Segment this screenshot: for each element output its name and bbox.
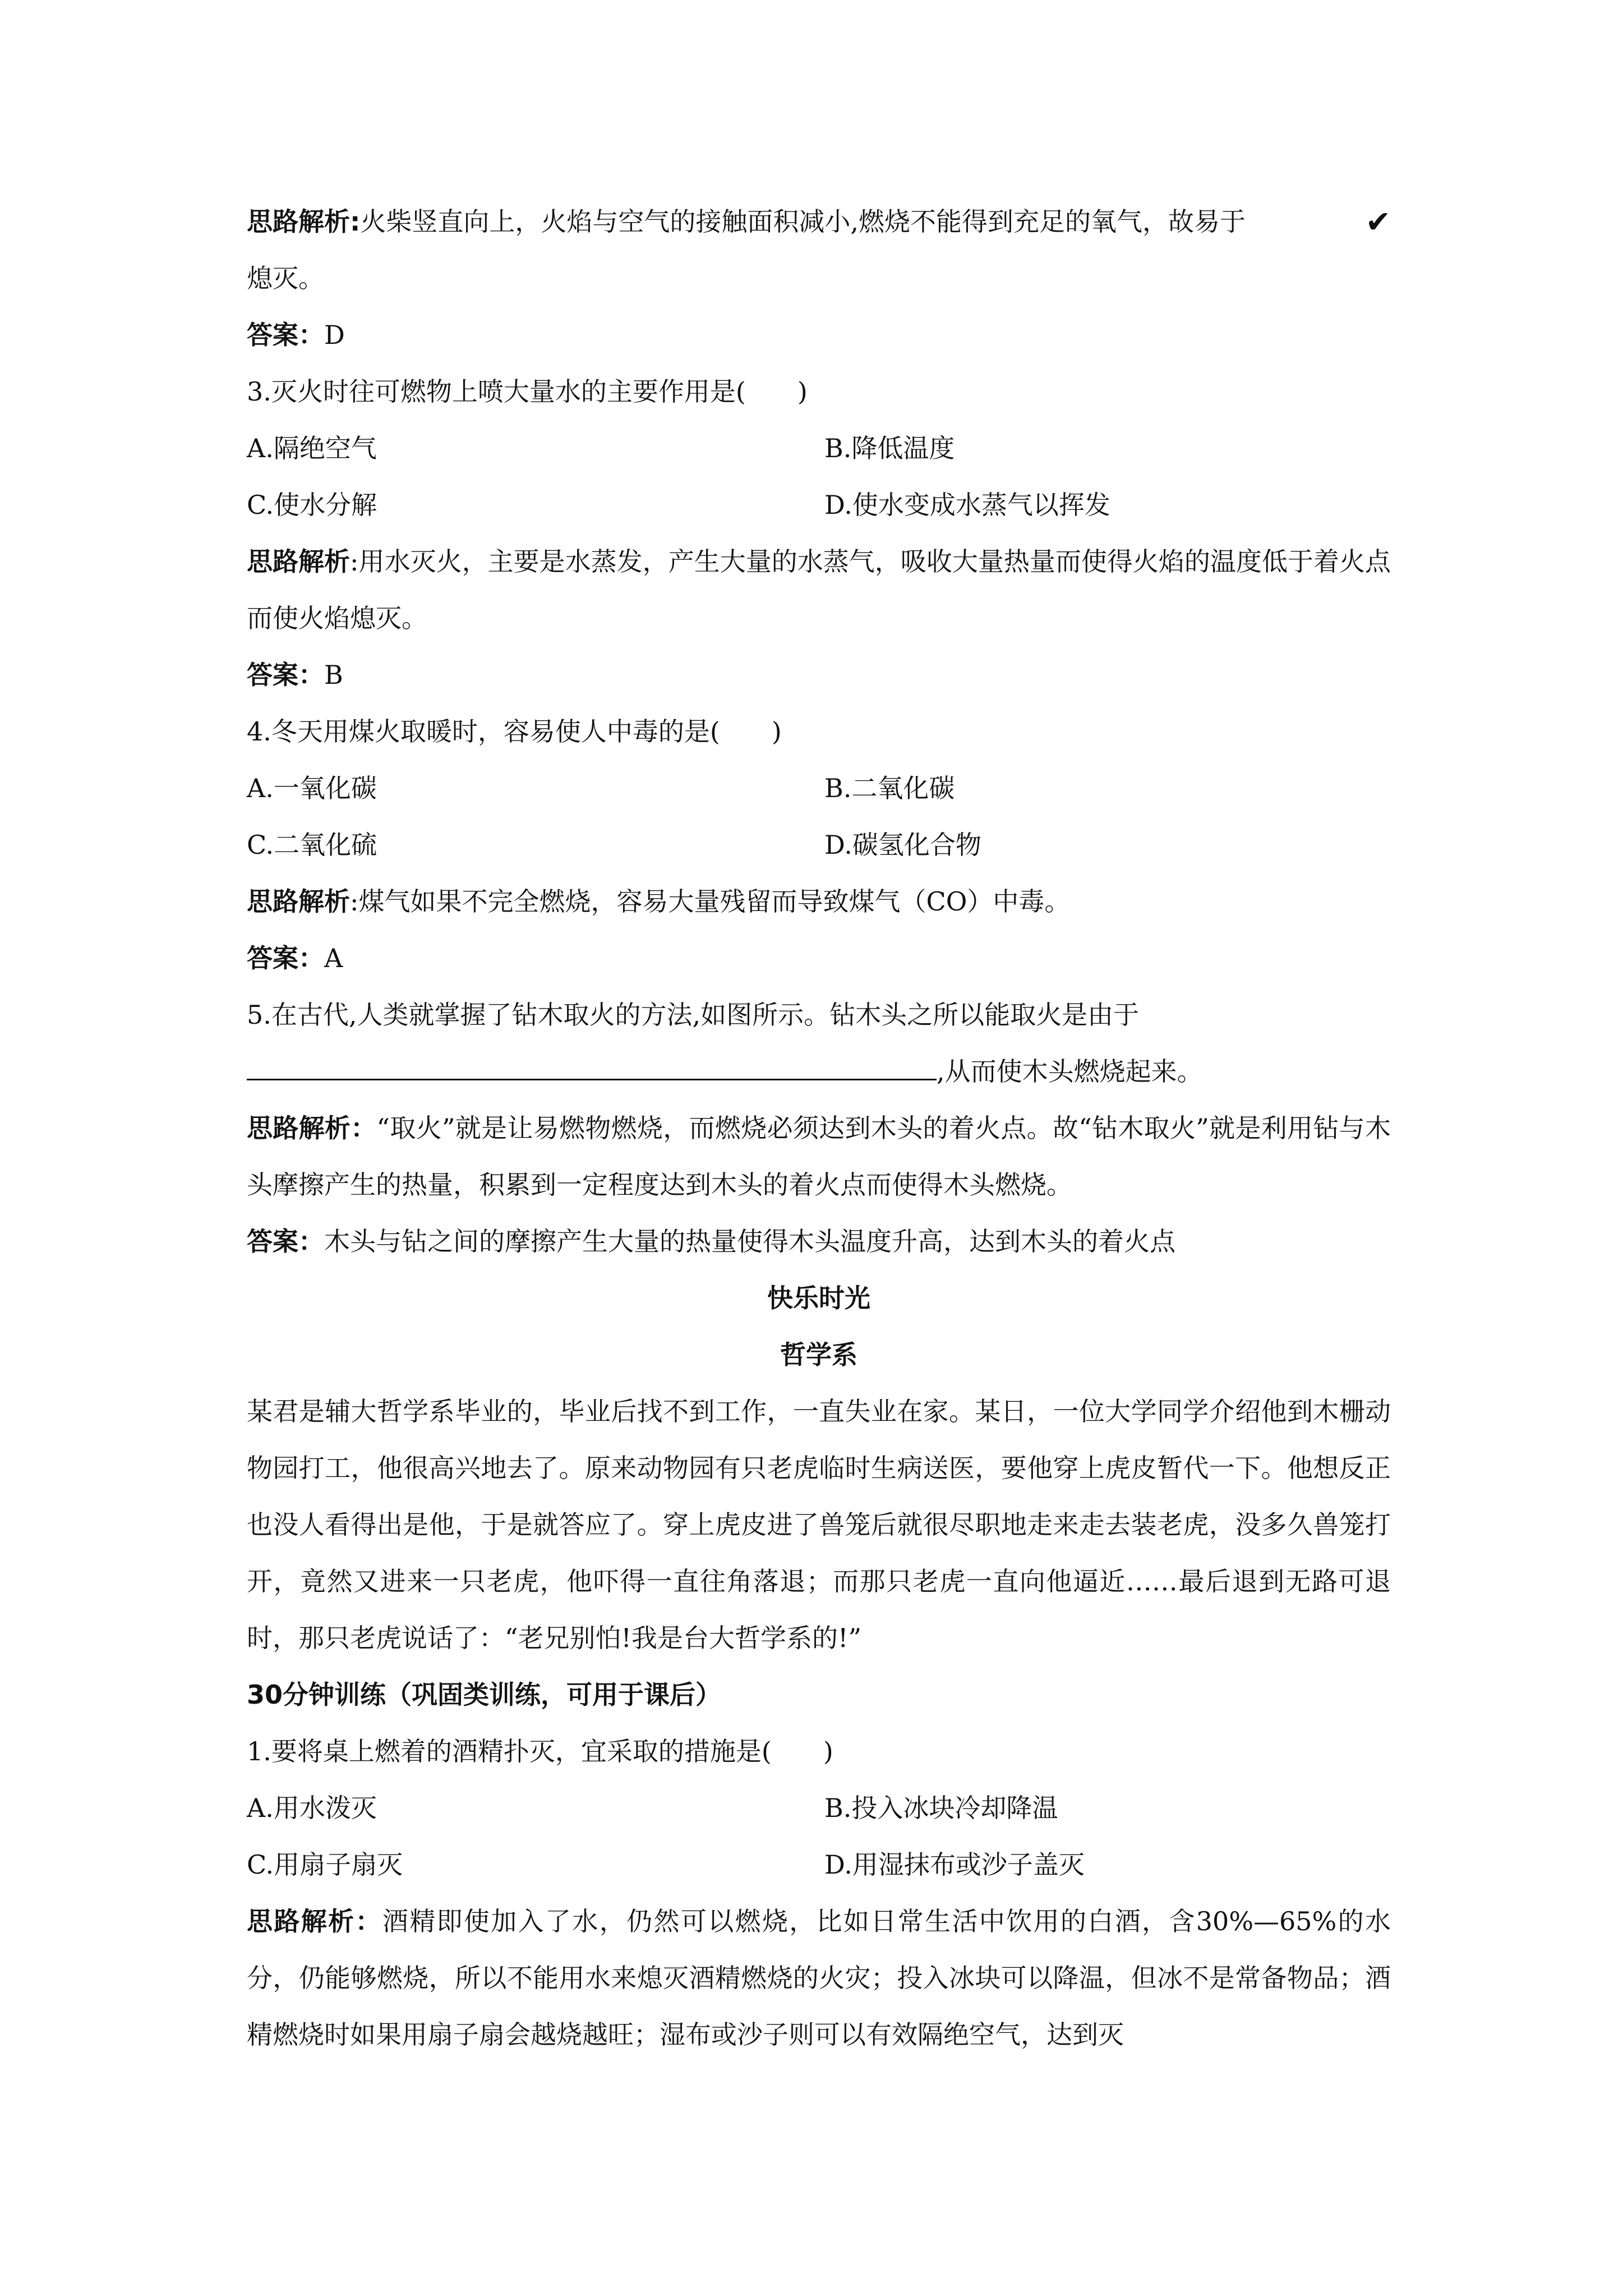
answer-value: A [324, 943, 343, 973]
answer-value: 木头与钻之间的摩擦产生大量的热量使得木头温度升高，达到木头的着火点 [324, 1226, 1175, 1257]
happy-story: 某君是辅大哲学系毕业的，毕业后找不到工作，一直失业在家。某日，一位大学同学介绍他到木栅动物园打工，他很高兴地去了。原来动物园有只老虎临时生病送医，要他穿上虎皮暂代一下。他想反正也没人看得出是他，于是就答应了。穿上虎皮进了兽笼后就很尽职地走来走去装老虎，没多久兽笼打开，竟然又进来一只老虎，他吓得一直往角落退；而那只老虎一直向他逼近……最后退到无路可退时，那只老虎说话了：“老兄别怕!我是台大哲学系的!” [247, 1396, 1391, 1653]
q3-options-row1: A.隔绝空气 B.降低温度 [247, 433, 955, 463]
analysis-label: 思路解析： [247, 1113, 377, 1143]
q4-analysis: 思路解析:煤气如果不完全燃烧，容易大量残留而导致煤气（CO）中毒。 [247, 886, 1071, 917]
happy-title: 快乐时光 [767, 1283, 870, 1313]
q2-analysis-cont: 熄灭。 [247, 263, 324, 293]
q3-stem: 3.灭火时往可燃物上喷大量水的主要作用是( ) [247, 376, 808, 407]
answer-label: 答案： [247, 320, 324, 350]
q5-stem-cont: ,从而使木头燃烧起来。 [247, 1043, 1391, 1100]
analysis-label: 思路解析 [247, 886, 350, 917]
q3-answer [247, 647, 1391, 703]
check-icon: ✔ [1365, 204, 1391, 240]
answer-value: B [324, 660, 343, 690]
s1-options-row1: A.用水泼灭 B.投入冰块冷却降温 [247, 1793, 1058, 1823]
answer-label: 答案： [247, 660, 324, 690]
happy-subtitle: 哲学系 [780, 1340, 857, 1370]
q3-options-row2: C.使水分解 D.使水变成水蒸气以挥发 [247, 490, 1110, 520]
s1-options-row2: C.用扇子扇灭 D.用湿抹布或沙子盖灭 [247, 1849, 1085, 1880]
q5-analysis: 思路解析：“取火”就是让易燃物燃烧，而燃烧必须达到木头的着火点。故“钻木取火”就是利用钻与木头摩擦产生的热量，积累到一定程度达到木头的着火点而使得木头燃烧。 [247, 1113, 1391, 1200]
fill-in-blank[interactable] [247, 1059, 937, 1080]
section-title: 30分钟训练（巩固类训练，可用于课后） [247, 1680, 722, 1710]
q4-stem: 4.冬天用煤火取暖时，容易使人中毒的是( ) [247, 716, 782, 747]
analysis-label: 思路解析 [247, 546, 351, 577]
s1-analysis: 思路解析：酒精即使加入了水，仍然可以燃烧，比如日常生活中饮用的白酒，含30%—65%的水分，仍能够燃烧，所以不能用水来熄灭酒精燃烧的火灾；投入冰块可以降温，但冰不是常备物品；酒精燃烧时如果用扇子扇会越烧越旺；湿布或沙子则可以有效隔绝空气，达到灭 [247, 1906, 1391, 2050]
analysis-label: 思路解析: [247, 206, 361, 237]
answer-label: 答案： [247, 1226, 324, 1257]
answer-value: D [324, 320, 345, 350]
q4-options-row2: C.二氧化硫 D.碳氢化合物 [247, 830, 981, 860]
q4-answer [247, 930, 1391, 987]
q2-analysis: 思路解析:火柴竖直向上，火焰与空气的接触面积减小,燃烧不能得到充足的氧气，故易于 ✔ [247, 194, 1391, 250]
q4-options-row1: A.一氧化碳 B.二氧化碳 [247, 773, 955, 803]
q5-answer [247, 1213, 1391, 1270]
q5-stem: 5.在古代,人类就掌握了钻木取火的方法,如图所示。钻木头之所以能取火是由于 [247, 1000, 1140, 1030]
s1-stem: 1.要将桌上燃着的酒精扑灭，宜采取的措施是( ) [247, 1736, 833, 1766]
answer-label: 答案： [247, 943, 324, 973]
q2-answer [247, 307, 1391, 364]
q3-analysis: 思路解析:用水灭火，主要是水蒸发，产生大量的水蒸气，吸收大量热量而使得火焰的温度低于着火点而使火焰熄灭。 [247, 546, 1391, 633]
document-content [247, 194, 1391, 2063]
analysis-label: 思路解析： [247, 1906, 382, 1936]
